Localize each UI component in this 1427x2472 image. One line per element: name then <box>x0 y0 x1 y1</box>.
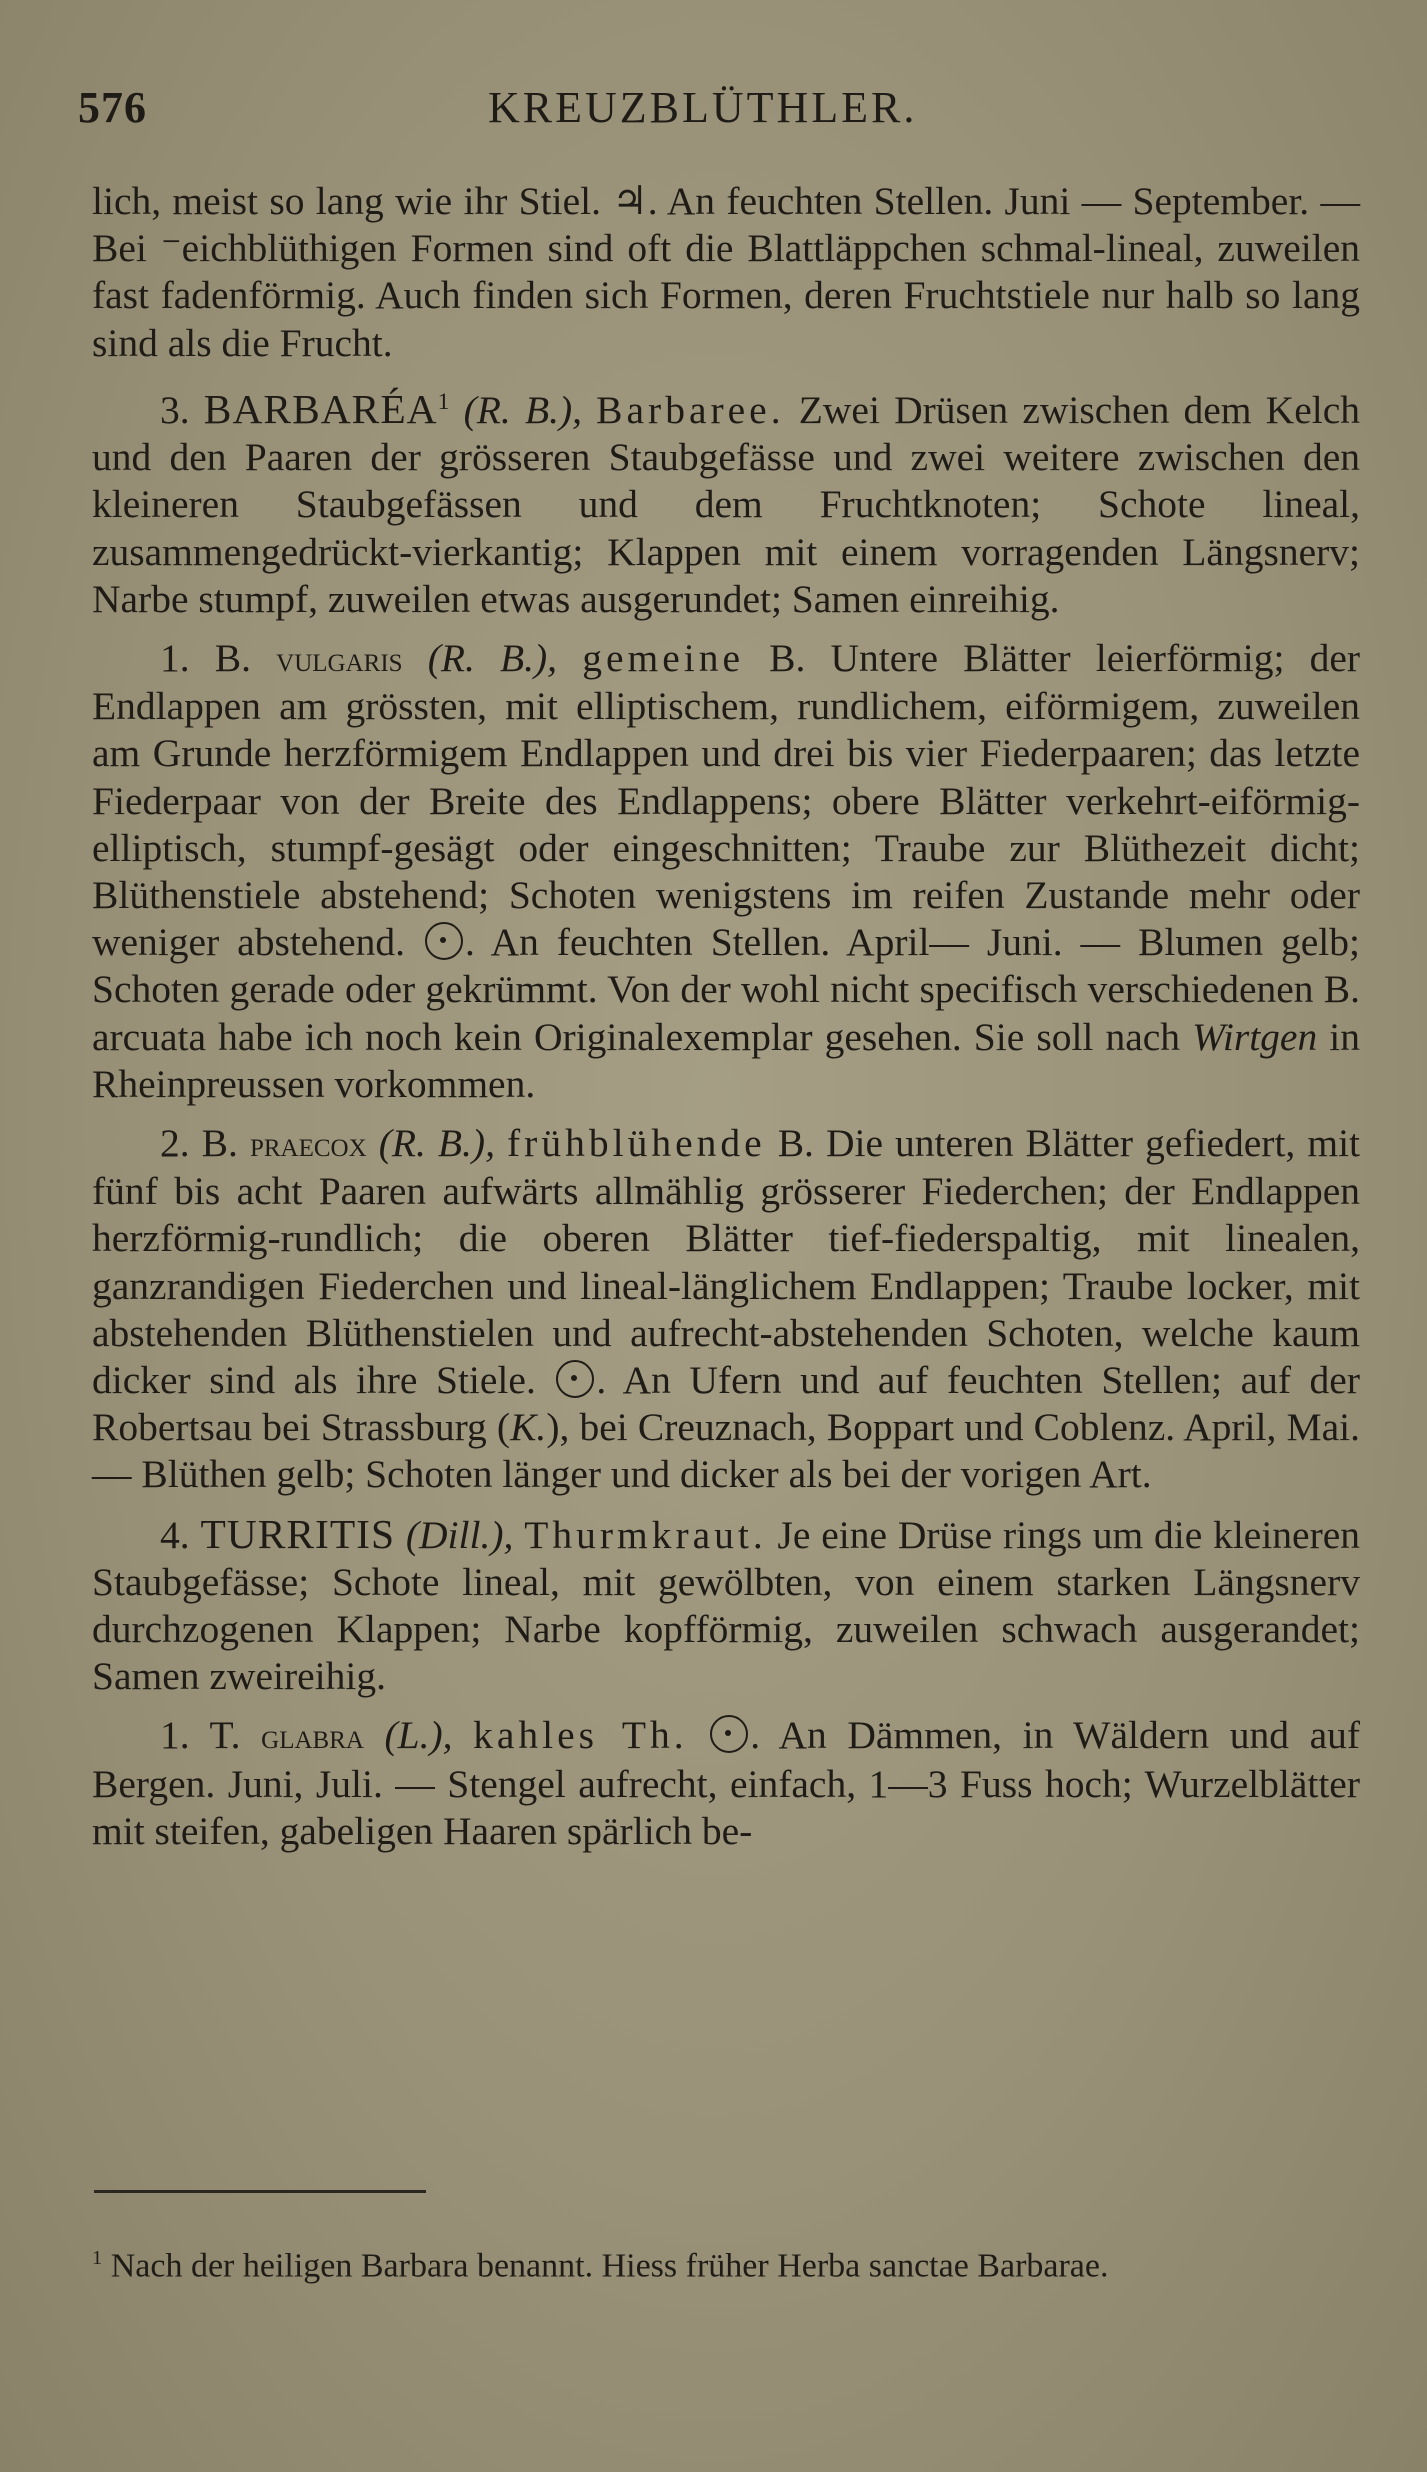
authority: (L.), <box>384 1713 453 1758</box>
genus-name: TURRITIS <box>200 1510 396 1557</box>
species-name: glabra <box>261 1716 364 1757</box>
species-number: 1. B. <box>160 635 251 680</box>
description-end: in Rheinpreussen vorkommen. <box>92 1014 1360 1106</box>
description: B. Untere Blätter leierförmig; der Endlappen am grössten, mit elliptischem, rundlichem, eiförmigem, zuweilen am Grunde herzförmigem Endlappen und drei bis vier Fiederpaaren; das letzte Fiederpaar von der Breite des Endlappens; obere Blätter verkehrt-eiförmig-elliptisch, stumpf-gesägt oder eingeschnitten; Traube zur Blüthezeit dicht; Blüthenstiele abstehend; Schoten wenigstens im reifen Zustande mehr oder weniger abstehend. <box>92 635 1361 965</box>
species-name: praecox <box>249 1124 367 1165</box>
footnote <box>92 2236 1360 2288</box>
running-header <box>78 82 1358 142</box>
genus-name: BARBARÉA <box>203 385 438 432</box>
description: Je eine Drüse rings um die kleineren Staubgefässe; Schote lineal, mit gewölbten, von einem starken Längsnerv durchzogenen Klappen; Narbe kopfförmig, zuweilen schwach ausgerandet; Samen zweireihig. <box>92 1512 1361 1699</box>
common-name: frühblühende <box>507 1121 766 1166</box>
description-cont: . An feuchten Stellen. April— Juni. — Blumen gelb; Schoten gerade oder gekrümmt. Von der wohl nicht specifisch verschiedenen B. arcuata habe ich noch kein Originalexemplar gesehen. Sie soll nach <box>92 920 1360 1059</box>
footnote-text: Nach der heiligen Barbara benannt. Hiess früher Herba sanctae Barbarae. <box>102 2247 1109 2285</box>
species-name: vulgaris <box>276 638 403 679</box>
species-glabra-paragraph <box>92 1712 1360 1855</box>
species-number: 1. T. <box>160 1713 241 1758</box>
common-name: Thurmkraut. <box>524 1512 767 1557</box>
description-cont: . An Ufern und auf feuchten Stellen; auf der Robertsau bei Strassburg ( <box>92 1358 1360 1450</box>
author-citation: Wirtgen <box>1192 1014 1318 1059</box>
common-name: gemeine <box>582 635 745 680</box>
authority: (R. B.), <box>463 387 582 432</box>
species-vulgaris-paragraph <box>92 635 1360 1108</box>
paragraph-continuation: lich, meist so lang wie ihr Stiel. ♃. An feuchten Stellen. Juni — September. — Bei ⁻eichblüthigen Formen sind oft die Blattläppchen schmal-lineal, zuweilen fast fadenförmig. Auch finden sich Formen, deren Fruchtstiele nur halb so lang sind als die Frucht. <box>92 179 1360 365</box>
description: B. Die unteren Blätter gefiedert, mit fünf bis acht Paaren aufwärts allmählig grösserer Fiederchen; der Endlappen herzförmig-rundlich; die oberen Blätter tief-fiederspaltig, mit linealen, ganzrandigen Fiederchen und lineal-länglichem Endlappen; Traube locker, mit abstehenden Blüthenstielen und aufrecht-abstehenden Schoten, welche kaum dicker sind als ihre Stiele. <box>92 1121 1361 1403</box>
main-text <box>92 178 1360 1855</box>
genus-turritis-paragraph <box>92 1511 1360 1701</box>
annual-symbol-icon <box>710 1715 748 1753</box>
author-citation: K. <box>510 1405 547 1450</box>
genus-number: 4. <box>160 1512 190 1557</box>
authority: (R. B.), <box>427 635 558 680</box>
description: Zwei Drüsen zwischen dem Kelch und den Paaren der grösseren Staubgefässe und zwei weitere zwischen den kleineren Staubgefässen und dem Fruchtknoten; Schote lineal, zusammengedrückt-vierkantig; Klappen mit einem vorragenden Längsnerv; Narbe stumpf, zuweilen etwas ausgerundet; Samen einreihig. <box>92 387 1360 621</box>
species-number: 2. B. <box>160 1121 238 1166</box>
authority: (Dill.), <box>405 1512 514 1557</box>
annual-symbol-icon <box>556 1360 594 1398</box>
footnote-ref: 1 <box>437 388 450 415</box>
footnote-divider <box>94 2190 426 2193</box>
common-name: Barbaree. <box>596 387 785 432</box>
running-title: KREUZBLÜTHLER. <box>488 83 918 132</box>
page-number: 576 <box>78 83 147 132</box>
footnote-mark: 1 <box>92 2247 103 2269</box>
genus-barbarea-paragraph <box>92 379 1360 623</box>
authority: (R. B.), <box>378 1121 495 1166</box>
description: . An Dämmen, in Wäldern und auf Bergen. Juni, Juli. — Stengel aufrecht, einfach, 1—3 Fuss hoch; Wurzelblätter mit steifen, gabeligen Haaren spärlich be- <box>92 1713 1361 1853</box>
annual-symbol-icon <box>425 922 463 960</box>
common-name: kahles Th. <box>473 1713 688 1758</box>
genus-number: 3. <box>160 387 190 432</box>
description-end: ), bei Creuznach, Boppart und Coblenz. April, Mai. — Blüthen gelb; Schoten länger und dicker als bei der vorigen Art. <box>92 1405 1360 1497</box>
species-praecox-paragraph <box>92 1120 1360 1499</box>
